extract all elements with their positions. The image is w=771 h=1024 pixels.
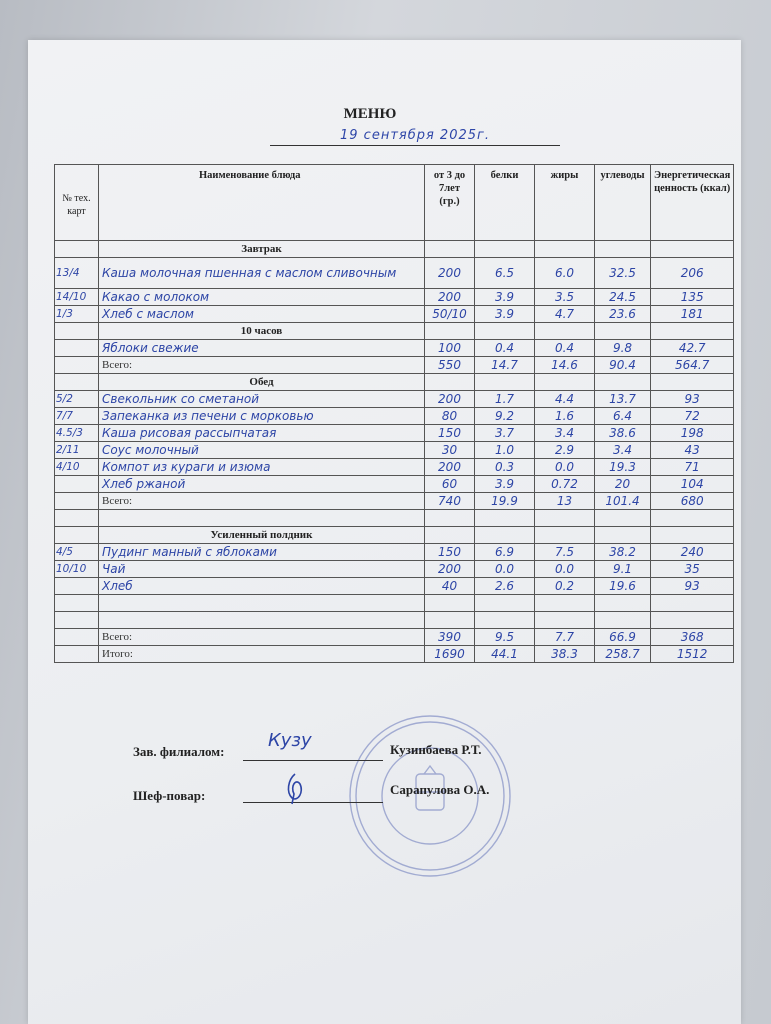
empty-row bbox=[55, 510, 734, 527]
portion-value: 200 bbox=[425, 391, 475, 408]
energy-value: 206 bbox=[651, 258, 734, 289]
manager-label: Зав. филиалом: bbox=[133, 744, 225, 759]
table-row bbox=[55, 408, 734, 425]
total-carbs: 90.4 bbox=[595, 357, 651, 374]
empty-row bbox=[55, 612, 734, 629]
protein-value: 6.5 bbox=[475, 258, 535, 289]
fat-value: 4.4 bbox=[535, 391, 595, 408]
protein-value: 0.4 bbox=[475, 340, 535, 357]
protein-value: 0.3 bbox=[475, 459, 535, 476]
total-energy: 368 bbox=[651, 629, 734, 646]
table-row bbox=[55, 442, 734, 459]
total-energy: 680 bbox=[651, 493, 734, 510]
header-portion: от 3 до 7лет (гр.) bbox=[425, 165, 475, 241]
energy-value: 35 bbox=[651, 561, 734, 578]
carbs-value: 19.6 bbox=[595, 578, 651, 595]
protein-value: 1.7 bbox=[475, 391, 535, 408]
grand-total-carbs: 258.7 bbox=[595, 646, 651, 663]
fat-value: 6.0 bbox=[535, 258, 595, 289]
dish-name: Чай bbox=[99, 561, 425, 578]
protein-value: 0.0 bbox=[475, 561, 535, 578]
section-ten: 10 часов bbox=[99, 323, 425, 340]
total-protein: 19.9 bbox=[475, 493, 535, 510]
card-code: 14/10 bbox=[55, 289, 99, 306]
portion-value: 150 bbox=[425, 544, 475, 561]
section-lunch: Обед bbox=[99, 374, 425, 391]
portion-value: 200 bbox=[425, 459, 475, 476]
grand-total-fat: 38.3 bbox=[535, 646, 595, 663]
grand-total-portion: 1690 bbox=[425, 646, 475, 663]
card-code: 4/10 bbox=[55, 459, 99, 476]
card-code bbox=[55, 476, 99, 493]
total-row bbox=[55, 629, 734, 646]
fat-value: 0.2 bbox=[535, 578, 595, 595]
total-carbs: 66.9 bbox=[595, 629, 651, 646]
dish-name: Какао с молоком bbox=[99, 289, 425, 306]
total-portion: 550 bbox=[425, 357, 475, 374]
carbs-value: 9.1 bbox=[595, 561, 651, 578]
card-code bbox=[55, 340, 99, 357]
manager-signature: Кузу bbox=[268, 730, 312, 751]
table-row bbox=[55, 289, 734, 306]
dish-name: Каша рисовая рассыпчатая bbox=[99, 425, 425, 442]
menu-date: 19 сентября 2025г. bbox=[270, 128, 560, 146]
total-carbs: 101.4 bbox=[595, 493, 651, 510]
energy-value: 181 bbox=[651, 306, 734, 323]
table-row bbox=[55, 340, 734, 357]
fat-value: 2.9 bbox=[535, 442, 595, 459]
header-energy: Энергетическая ценность (ккал) bbox=[651, 165, 734, 241]
table-row bbox=[55, 578, 734, 595]
grand-total-energy: 1512 bbox=[651, 646, 734, 663]
portion-value: 100 bbox=[425, 340, 475, 357]
section-snack: Усиленный полдник bbox=[99, 527, 425, 544]
fat-value: 0.0 bbox=[535, 561, 595, 578]
portion-value: 50/10 bbox=[425, 306, 475, 323]
energy-value: 93 bbox=[651, 578, 734, 595]
chef-name: Сарапулова О.А. bbox=[390, 782, 490, 797]
dish-name: Свекольник со сметаной bbox=[99, 391, 425, 408]
table-row bbox=[55, 476, 734, 493]
section-row bbox=[55, 323, 734, 340]
fat-value: 0.0 bbox=[535, 459, 595, 476]
total-label: Всего: bbox=[99, 357, 425, 374]
total-fat: 14.6 bbox=[535, 357, 595, 374]
protein-value: 3.9 bbox=[475, 476, 535, 493]
menu-title: МЕНЮ bbox=[343, 106, 397, 122]
total-energy: 564.7 bbox=[651, 357, 734, 374]
protein-value: 1.0 bbox=[475, 442, 535, 459]
header-card-no: № тех. карт bbox=[55, 165, 99, 241]
table-row bbox=[55, 459, 734, 476]
table-row bbox=[55, 544, 734, 561]
header-row bbox=[55, 165, 734, 241]
portion-value: 200 bbox=[425, 561, 475, 578]
dish-name: Пудинг манный с яблоками bbox=[99, 544, 425, 561]
dish-name: Хлеб ржаной bbox=[99, 476, 425, 493]
fat-value: 3.5 bbox=[535, 289, 595, 306]
total-label: Всего: bbox=[99, 629, 425, 646]
carbs-value: 6.4 bbox=[595, 408, 651, 425]
carbs-value: 38.2 bbox=[595, 544, 651, 561]
portion-value: 150 bbox=[425, 425, 475, 442]
carbs-value: 23.6 bbox=[595, 306, 651, 323]
table-row bbox=[55, 391, 734, 408]
card-code: 2/11 bbox=[55, 442, 99, 459]
menu-table bbox=[54, 164, 734, 663]
energy-value: 198 bbox=[651, 425, 734, 442]
total-row bbox=[55, 493, 734, 510]
carbs-value: 20 bbox=[595, 476, 651, 493]
protein-value: 9.2 bbox=[475, 408, 535, 425]
carbs-value: 32.5 bbox=[595, 258, 651, 289]
carbs-value: 3.4 bbox=[595, 442, 651, 459]
table-row bbox=[55, 306, 734, 323]
dish-name: Соус молочный bbox=[99, 442, 425, 459]
protein-value: 3.9 bbox=[475, 289, 535, 306]
fat-value: 1.6 bbox=[535, 408, 595, 425]
table-row bbox=[55, 258, 734, 289]
card-code: 10/10 bbox=[55, 561, 99, 578]
carbs-value: 24.5 bbox=[595, 289, 651, 306]
dish-name: Запеканка из печени с морковью bbox=[99, 408, 425, 425]
portion-value: 30 bbox=[425, 442, 475, 459]
card-code: 5/2 bbox=[55, 391, 99, 408]
fat-value: 3.4 bbox=[535, 425, 595, 442]
dish-name: Хлеб bbox=[99, 578, 425, 595]
energy-value: 104 bbox=[651, 476, 734, 493]
carbs-value: 38.6 bbox=[595, 425, 651, 442]
card-code: 1/3 bbox=[55, 306, 99, 323]
total-fat: 7.7 bbox=[535, 629, 595, 646]
energy-value: 71 bbox=[651, 459, 734, 476]
header-protein: белки bbox=[475, 165, 535, 241]
protein-value: 3.7 bbox=[475, 425, 535, 442]
fat-value: 0.4 bbox=[535, 340, 595, 357]
grand-total-label: Итого: bbox=[99, 646, 425, 663]
card-code bbox=[55, 578, 99, 595]
energy-value: 93 bbox=[651, 391, 734, 408]
protein-value: 3.9 bbox=[475, 306, 535, 323]
manager-sign-line bbox=[243, 760, 383, 761]
total-row bbox=[55, 357, 734, 374]
grand-total-row bbox=[55, 646, 734, 663]
card-code: 7/7 bbox=[55, 408, 99, 425]
section-row bbox=[55, 527, 734, 544]
card-code: 4.5/3 bbox=[55, 425, 99, 442]
portion-value: 200 bbox=[425, 258, 475, 289]
energy-value: 42.7 bbox=[651, 340, 734, 357]
total-protein: 14.7 bbox=[475, 357, 535, 374]
energy-value: 135 bbox=[651, 289, 734, 306]
carbs-value: 19.3 bbox=[595, 459, 651, 476]
table-row bbox=[55, 561, 734, 578]
fat-value: 0.72 bbox=[535, 476, 595, 493]
dish-name: Хлеб с маслом bbox=[99, 306, 425, 323]
header-dish: Наименование блюда bbox=[99, 165, 425, 241]
table-row bbox=[55, 425, 734, 442]
card-code: 13/4 bbox=[55, 258, 99, 289]
energy-value: 43 bbox=[651, 442, 734, 459]
section-breakfast: Завтрак bbox=[99, 241, 425, 258]
card-code: 4/5 bbox=[55, 544, 99, 561]
empty-row bbox=[55, 595, 734, 612]
portion-value: 60 bbox=[425, 476, 475, 493]
total-portion: 740 bbox=[425, 493, 475, 510]
portion-value: 80 bbox=[425, 408, 475, 425]
energy-value: 72 bbox=[651, 408, 734, 425]
total-label: Всего: bbox=[99, 493, 425, 510]
fat-value: 7.5 bbox=[535, 544, 595, 561]
dish-name: Компот из кураги и изюма bbox=[99, 459, 425, 476]
carbs-value: 9.8 bbox=[595, 340, 651, 357]
energy-value: 240 bbox=[651, 544, 734, 561]
dish-name: Каша молочная пшенная с маслом сливочным bbox=[99, 258, 425, 289]
section-row bbox=[55, 241, 734, 258]
portion-value: 200 bbox=[425, 289, 475, 306]
protein-value: 2.6 bbox=[475, 578, 535, 595]
fat-value: 4.7 bbox=[535, 306, 595, 323]
section-row bbox=[55, 374, 734, 391]
grand-total-protein: 44.1 bbox=[475, 646, 535, 663]
total-protein: 9.5 bbox=[475, 629, 535, 646]
carbs-value: 13.7 bbox=[595, 391, 651, 408]
chef-label: Шеф-повар: bbox=[133, 788, 206, 803]
dish-name: Яблоки свежие bbox=[99, 340, 425, 357]
manager-name: Кузинбаева Р.Т. bbox=[390, 742, 482, 757]
header-carbs: углеводы bbox=[595, 165, 651, 241]
protein-value: 6.9 bbox=[475, 544, 535, 561]
chef-sign-line bbox=[243, 802, 383, 803]
portion-value: 40 bbox=[425, 578, 475, 595]
total-fat: 13 bbox=[535, 493, 595, 510]
chef-signature-icon bbox=[280, 772, 310, 806]
total-portion: 390 bbox=[425, 629, 475, 646]
header-fat: жиры bbox=[535, 165, 595, 241]
